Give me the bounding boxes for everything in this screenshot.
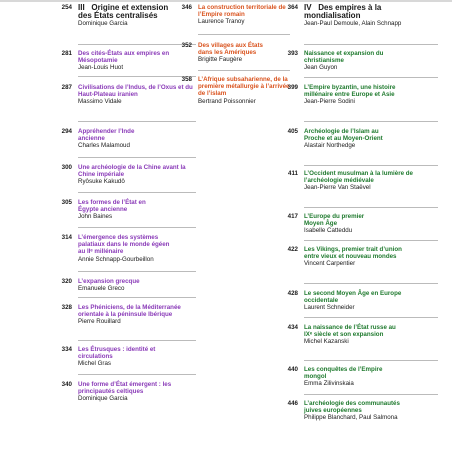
- entry-title: La construction territoriale de l’Empire romain: [198, 4, 286, 19]
- part-title-text: Origine et extension des États centralisés: [78, 3, 169, 20]
- entry-title: L’archéologie des communautés juives européennes: [304, 400, 400, 415]
- entry-title: Une archéologie de la Chine avant la Chine impériale: [78, 164, 186, 179]
- page-number: 340: [61, 381, 72, 388]
- page-number: 358: [181, 76, 192, 83]
- divider: [78, 157, 196, 158]
- page-number: 434: [287, 324, 298, 331]
- entry-author: Jean-Louis Huot: [78, 64, 124, 72]
- page-number: 254: [61, 4, 72, 11]
- page-number: 334: [61, 346, 72, 353]
- page-number: 281: [61, 50, 72, 57]
- page-number: 405: [287, 128, 298, 135]
- part-roman: IV: [304, 3, 312, 12]
- entry-author: Isabelle Catteddu: [304, 227, 353, 235]
- part-title-text: Des empires à la mondialisation: [304, 3, 382, 20]
- entry-author: Massimo Vidale: [78, 98, 122, 106]
- entry-author: Jean-Pierre Sodini: [304, 98, 355, 106]
- page-number: 364: [287, 4, 298, 11]
- page-number: 328: [61, 304, 72, 311]
- entry-author: Jean-Pierre Van Staëvel: [304, 184, 371, 192]
- entry-title: Civilisations de l’Indus, de l’Oxus et du Haut-Plateau iranien: [78, 84, 193, 99]
- entry-author: John Baines: [78, 213, 113, 221]
- entry-title: Archéologie de l’Islam au Proche et au Moyen-Orient: [304, 128, 383, 143]
- entry-title: Les Phéniciens, de la Méditerranée orientale à la péninsule Ibérique: [78, 304, 181, 319]
- divider: [78, 192, 196, 193]
- page-number: 411: [288, 170, 298, 177]
- entry-title: Les Étrusques : identité et circulations: [78, 346, 156, 361]
- entry-title: Naissance et expansion du christianisme: [304, 50, 384, 65]
- entry-author: Emanuele Greco: [78, 285, 125, 293]
- page-number: 320: [61, 278, 72, 285]
- part-author: Jean-Paul Demoule, Alain Schnapp: [304, 20, 402, 27]
- page-number: 422: [287, 246, 298, 253]
- entry-title: Les Vikings, premier trait d’union entre vieux et nouveau mondes: [304, 246, 402, 261]
- entry-title: Des cités-États aux empires en Mésopotamie: [78, 50, 170, 65]
- divider: [304, 283, 438, 284]
- part-author: Dominique Garcia: [78, 20, 128, 27]
- page-number: 305: [61, 199, 72, 206]
- entry-title: Les formes de l’État en Égypte ancienne: [78, 199, 146, 214]
- page-number: 287: [61, 84, 72, 91]
- top-rule: [0, 0, 452, 2]
- entry-author: Ryôsuke Kakudô: [78, 178, 125, 186]
- entry-author: Brigitte Faugère: [198, 56, 243, 64]
- entry-author: Charles Malamoud: [78, 142, 130, 150]
- divider: [304, 77, 438, 78]
- page-number: 428: [287, 290, 298, 297]
- divider: [304, 207, 438, 208]
- entry-author: Michel Kazanski: [304, 338, 349, 346]
- page-number: 300: [61, 164, 72, 171]
- divider: [304, 394, 438, 395]
- entry-title: Le second Moyen Âge en Europe occidentale: [304, 290, 402, 305]
- entry-title: La naissance de l’État russe au IXᵉ siècle et son expansion: [304, 324, 396, 339]
- divider: [304, 44, 438, 45]
- entry-author: Laurent Schneider: [304, 304, 355, 312]
- entry-author: Bertrand Poissonnier: [198, 97, 256, 105]
- page-number: 346: [181, 4, 192, 11]
- divider: [78, 227, 196, 228]
- entry-author: Philippe Blanchard, Paul Salmona: [304, 414, 398, 422]
- page-number: 294: [61, 128, 72, 135]
- divider: [198, 34, 290, 35]
- page-number: 417: [287, 213, 298, 220]
- entry-author: Emma Zilivinskaia: [304, 380, 354, 388]
- entry-author: Laurence Tranoy: [198, 18, 245, 26]
- entry-title: L’émergence des systèmes palatiaux dans le monde égéen au IIᵉ millénaire: [78, 234, 170, 256]
- page-number: 446: [287, 400, 298, 407]
- divider: [304, 360, 438, 361]
- entry-title: Appréhender l’Inde ancienne: [78, 128, 135, 143]
- divider: [78, 374, 196, 375]
- divider: [78, 121, 196, 122]
- entry-author: Michel Gras: [78, 360, 112, 368]
- entry-title: L’Europe du premier Moyen Âge: [304, 213, 365, 228]
- entry-title: L’Empire byzantin, une histoire millénaire entre Europe et Asie: [304, 84, 396, 99]
- divider: [304, 165, 438, 166]
- divider: [304, 240, 438, 241]
- entry-author: Annie Schnapp-Gourbeillon: [78, 255, 154, 263]
- entry-title: Une forme d’État émergent : les principautés celtiques: [78, 381, 172, 396]
- entry-author: Alastair Northedge: [304, 142, 356, 150]
- divider: [198, 70, 290, 71]
- divider: [78, 297, 196, 298]
- page-number: 393: [287, 50, 298, 57]
- entry-author: Pierre Rouillard: [78, 318, 121, 326]
- entry-author: Vincent Carpentier: [304, 260, 356, 268]
- page-number: 399: [287, 84, 298, 91]
- divider: [78, 271, 196, 272]
- part-title: [78, 4, 178, 20]
- part-title: [304, 4, 408, 20]
- entry-title: L’Occident musulman à la lumière de l’archéologie médiévale: [304, 170, 414, 185]
- part-roman: III: [78, 3, 85, 12]
- page-number: 440: [287, 366, 298, 373]
- entry-title: Des villages aux États dans les Amériques: [198, 42, 264, 57]
- entry-author: Dominique Garcia: [78, 395, 128, 403]
- entry-title: L’expansion grecque: [78, 278, 140, 285]
- page-number: 314: [61, 234, 72, 241]
- entry-title: Les conquêtes de l’Empire mongol: [304, 366, 383, 381]
- entry-author: Jean Guyon: [304, 64, 338, 72]
- divider: [304, 317, 438, 318]
- page-number: 352: [181, 42, 192, 49]
- divider: [78, 340, 196, 341]
- divider: [304, 121, 438, 122]
- entry-title: L’Afrique subsaharienne, de la première métallurgie à l’arrivée de l’islam: [198, 76, 290, 98]
